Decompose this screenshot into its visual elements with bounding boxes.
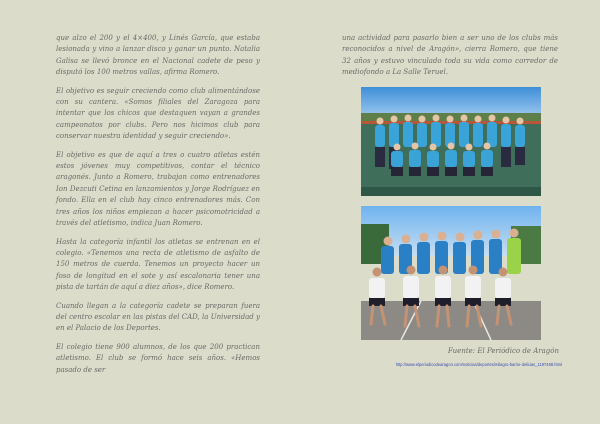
athletes-track-photo [361,87,541,196]
paragraph: El objetivo es seguir creciendo como club alimentándose con su cantera. «Somos filiales del Zaragoza para intentar que los chicos que destaquen vayan a grandes campeonatos por clubs. Pero nos hicimos club para conservar nuestra identidad y seguir creciendo». [56,86,260,141]
paragraph: El colegio tiene 900 alumnos, de los que 200 practican atletismo. El club se formó hace seis años. «Hemos pasado de ser [56,342,260,374]
paragraph: Cuando llegan a la categoría cadete se preparan fuera del centro escolar en las pistas del CAD, la Universidad y en el Palacio de los Deportes. [56,301,260,333]
paragraph: una actividad para pasarlo bien a ser uno de los clubs más reconocidos a nivel de Aragón», cierra Romero, que tiene 32 años y estuvo vinculado toda su vida como corredor de mediofondo a La Salle Teruel. [342,34,558,77]
photo-caption: Fuente: El Periódico de Aragón [447,347,559,355]
young-athletes-photo [361,206,541,340]
paragraph: Hasta la categoría infantil los atletas se entrenan en el colegio. «Tenemos una recta de atletismo de asfalto de 150 metros de cuerda. Tenemos un proyecto hacer un foso de longitud en el sote y así escalonaria tener una pista de tartán de aquí a diez años», dice Romero. [56,237,260,292]
source-link[interactable]: http://www.elperiodicodearagon.com/noticias/deportes/milagro-barrio-delicias_1197488.html [395,362,562,367]
paragraph: El objetivo es que de aquí a tres o cuatro atletas estén estos jóvenes muy competitivos, contar el técnico aragonés. Junto a Romero, trabajan como entrenadores Ion Dezcuti Cetina en lanzamientos y Jorge Rodríguez en fondo. Ella en el club hay cinco entrenadores más. Con tres años los niños empiezan a hacer psicomotricidad a través del atletismo, indica Juan Romero. [56,150,260,228]
right-text-column [342,33,558,86]
paragraph: que alzo el 200 y el 4×400, y Linés García, que estaba lesionada y vino a lanzar disco y ganar un punto. Natalia Galisa se llevó bronce en el Nacional cadete de peso y disputó los 100 metros vallas, afirma Romero. [56,34,260,77]
left-text-column [56,33,260,383]
